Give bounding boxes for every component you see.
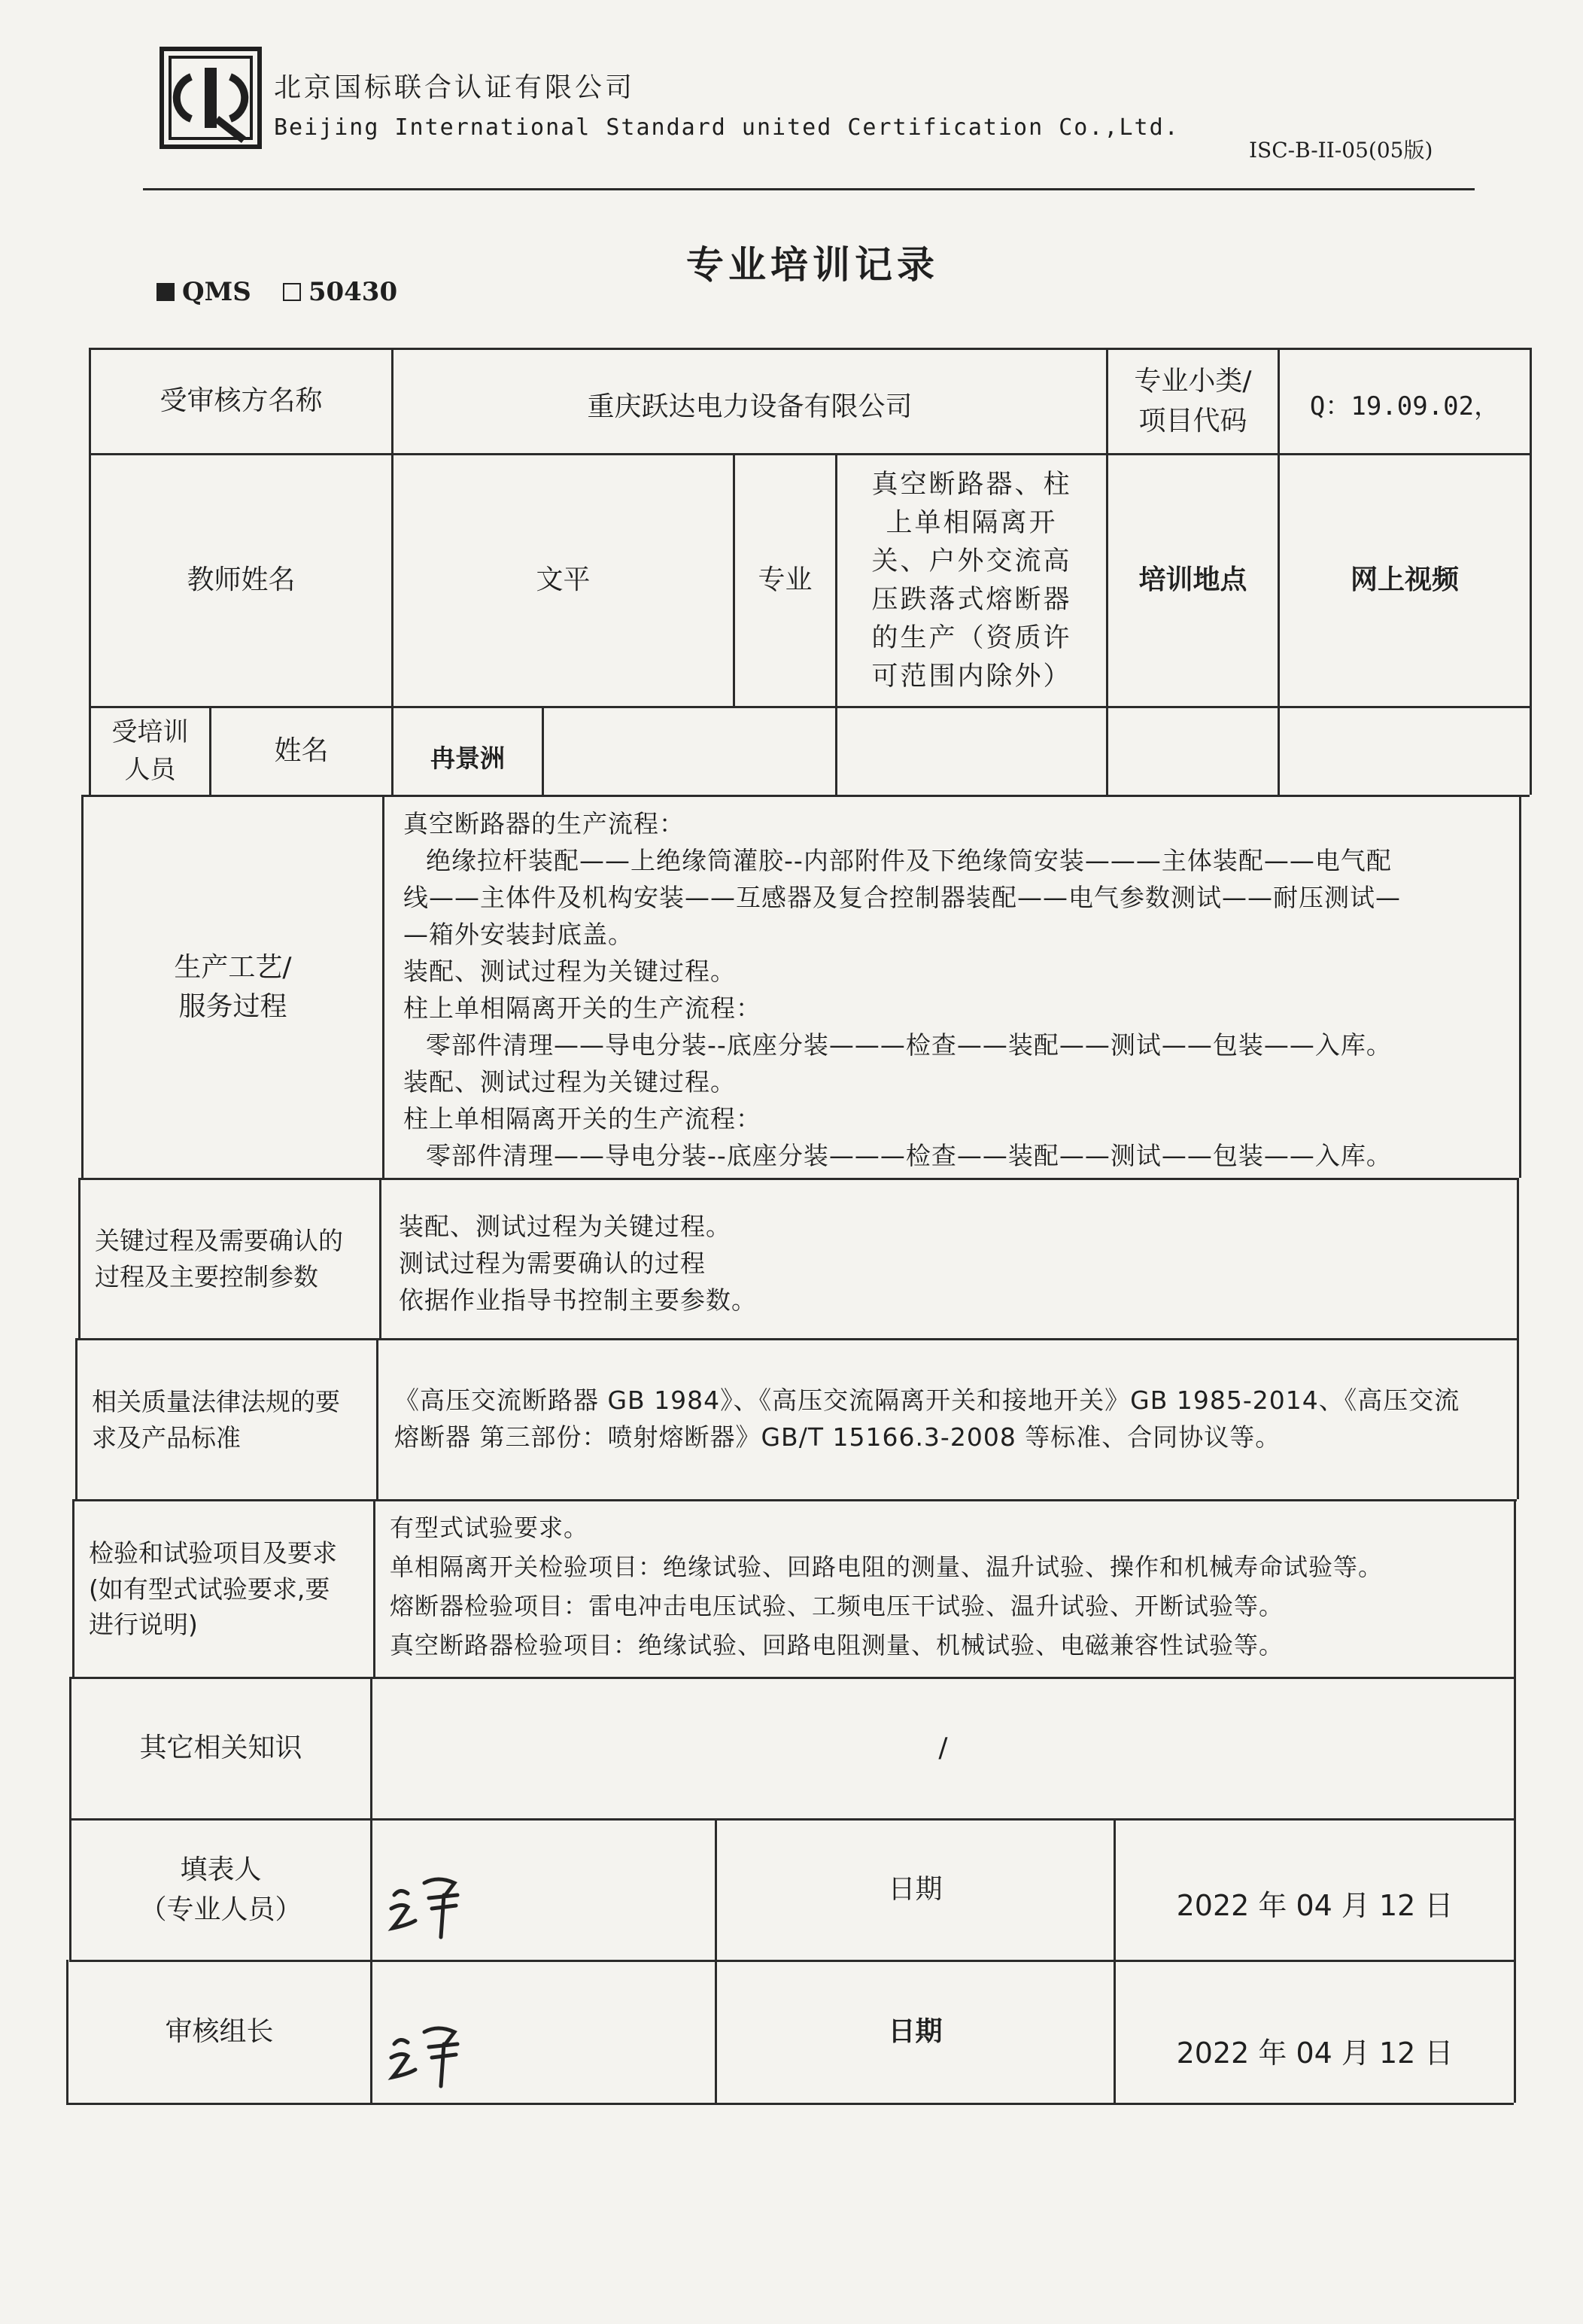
regulations-label	[86, 1340, 376, 1499]
process-line: 柱上单相隔离开关的生产流程：	[403, 993, 761, 1023]
filler-label	[71, 1821, 370, 1960]
specialty-line: 压跌落式熔断器	[871, 584, 1072, 615]
key-process-line: 测试过程为需要确认的过程	[399, 1249, 706, 1278]
form-code: ISC-B-II-05(05版)	[1249, 138, 1433, 163]
inspection-line: 有型式试验要求。	[390, 1513, 589, 1542]
process-line: 线——主体件及机构安装——互感器及复合控制器装配——电气参数测试——耐压测试—	[403, 883, 1401, 912]
category-label-line2: 项目代码	[1138, 405, 1247, 437]
specialty-line: 关、户外交流高	[871, 546, 1072, 576]
filler-label-line2: （专业人员）	[139, 1894, 302, 1925]
document-title: 专业培训记录	[686, 243, 939, 287]
regulations-label-line1: 相关质量法律法规的要	[92, 1386, 340, 1416]
key-process-line: 装配、测试过程为关键过程。	[399, 1212, 731, 1241]
process-line: 柱上单相隔离开关的生产流程：	[403, 1104, 761, 1133]
org-name-en: Beijing International Standard united Certification Co.,Ltd.	[274, 114, 1180, 141]
standard-options	[156, 277, 397, 307]
qms-label: QMS	[182, 277, 251, 307]
reviewer-signature	[385, 2021, 468, 2089]
specialty-line: 真空断路器、柱	[871, 469, 1072, 500]
key-process-line: 依据作业指导书控制主要参数。	[399, 1285, 757, 1315]
inspection-label-line3: 进行说明)	[89, 1610, 198, 1640]
company-logo	[160, 47, 262, 149]
key-process-label	[89, 1180, 379, 1338]
trainees-label-line1: 受培训	[111, 717, 189, 748]
regulations-label-line2: 求及产品标准	[92, 1422, 241, 1452]
category-label-line1: 专业小类/	[1134, 366, 1252, 397]
process-line: 真空断路器的生产流程：	[403, 809, 685, 838]
regulations-text	[394, 1382, 1508, 1456]
specialty-line: 上单相隔离开	[886, 507, 1058, 538]
process-line: 装配、测试过程为关键过程。	[403, 1067, 736, 1097]
inspection-line: 单相隔离开关检验项目：绝缘试验、回路电阻的测量、温升试验、操作和机械寿命试验等。	[390, 1553, 1384, 1581]
key-process-label-line1: 关键过程及需要确认的	[95, 1226, 343, 1256]
specialty-value	[837, 455, 1106, 706]
filler-signature	[385, 1872, 468, 1940]
category-label	[1108, 350, 1278, 453]
trainee-name-label: 姓名	[274, 735, 329, 767]
project-code: Q：19.09.02，	[1309, 391, 1500, 422]
specialty-line: 可范围内除外）	[871, 661, 1072, 692]
specialty-line: 的生产（资质许	[871, 622, 1072, 653]
specialty-label: 专业	[758, 564, 813, 596]
process-line: 装配、测试过程为关键过程。	[403, 957, 736, 986]
trainees-label	[91, 708, 209, 795]
header-divider	[143, 188, 1475, 190]
50430-label: 50430	[308, 277, 398, 307]
filler-date: 2022 年 04 月 12 日	[1176, 1888, 1454, 1922]
location-value: 网上视频	[1350, 564, 1459, 596]
regulations-line: 熔断器 第三部份：喷射熔断器》GB/T 15166.3-2008 等标准、合同协议等。	[394, 1422, 1281, 1452]
location-label: 培训地点	[1138, 564, 1247, 596]
qms-checkbox[interactable]	[156, 283, 175, 301]
process-line: 零部件清理——导电分装--底座分装———检查——装配——测试——包装——入库。	[426, 1141, 1392, 1170]
auditee-label: 受审核方名称	[160, 385, 323, 417]
process-label	[84, 797, 382, 1178]
regulations-line: 《高压交流断路器 GB 1984》、《高压交流隔离开关和接地开关》GB 1985-2014、《高压交流	[394, 1386, 1460, 1415]
trainees-label-line2: 人员	[124, 754, 176, 785]
inspection-line: 熔断器检验项目：雷电冲击电压试验、工频电压干试验、温升试验、开断试验等。	[390, 1592, 1284, 1620]
filler-date-label: 日期	[888, 1874, 943, 1906]
teacher-name: 文平	[536, 564, 591, 596]
inspection-label-line2: (如有型式试验要求,要	[89, 1574, 330, 1604]
other-value: /	[938, 1732, 948, 1764]
reviewer-date-label: 日期	[888, 2016, 943, 2048]
reviewer-date: 2022 年 04 月 12 日	[1176, 2036, 1454, 2070]
process-label-line2: 服务过程	[178, 991, 287, 1022]
other-label: 其它相关知识	[139, 1732, 302, 1764]
key-process-label-line2: 过程及主要控制参数	[95, 1262, 318, 1291]
process-text	[403, 805, 1517, 1174]
50430-checkbox[interactable]	[283, 283, 301, 301]
key-process-text	[399, 1208, 1512, 1319]
teacher-label: 教师姓名	[187, 564, 296, 596]
inspection-line: 真空断路器检验项目：绝缘试验、回路电阻测量、机械试验、电磁兼容性试验等。	[390, 1631, 1284, 1659]
reviewer-label: 审核组长	[165, 2016, 274, 2048]
org-name-cn: 北京国标联合认证有限公司	[274, 72, 636, 103]
process-label-line1: 生产工艺/	[174, 951, 292, 983]
inspection-label-line1: 检验和试验项目及要求	[89, 1538, 337, 1568]
filler-label-line1: 填表人	[180, 1854, 262, 1886]
process-line: 零部件清理——导电分装--底座分装———检查——装配——测试——包装——入库。	[426, 1030, 1392, 1060]
process-line: —箱外安装封底盖。	[403, 920, 634, 949]
inspection-text	[390, 1508, 1511, 1665]
inspection-label	[83, 1501, 373, 1677]
auditee-name: 重庆跃达电力设备有限公司	[587, 391, 913, 422]
process-line: 绝缘拉杆装配——上绝缘筒灌胶--内部附件及下绝缘筒安装———主体装配——电气配	[426, 846, 1392, 875]
trainee-name: 冉景洲	[430, 744, 505, 774]
